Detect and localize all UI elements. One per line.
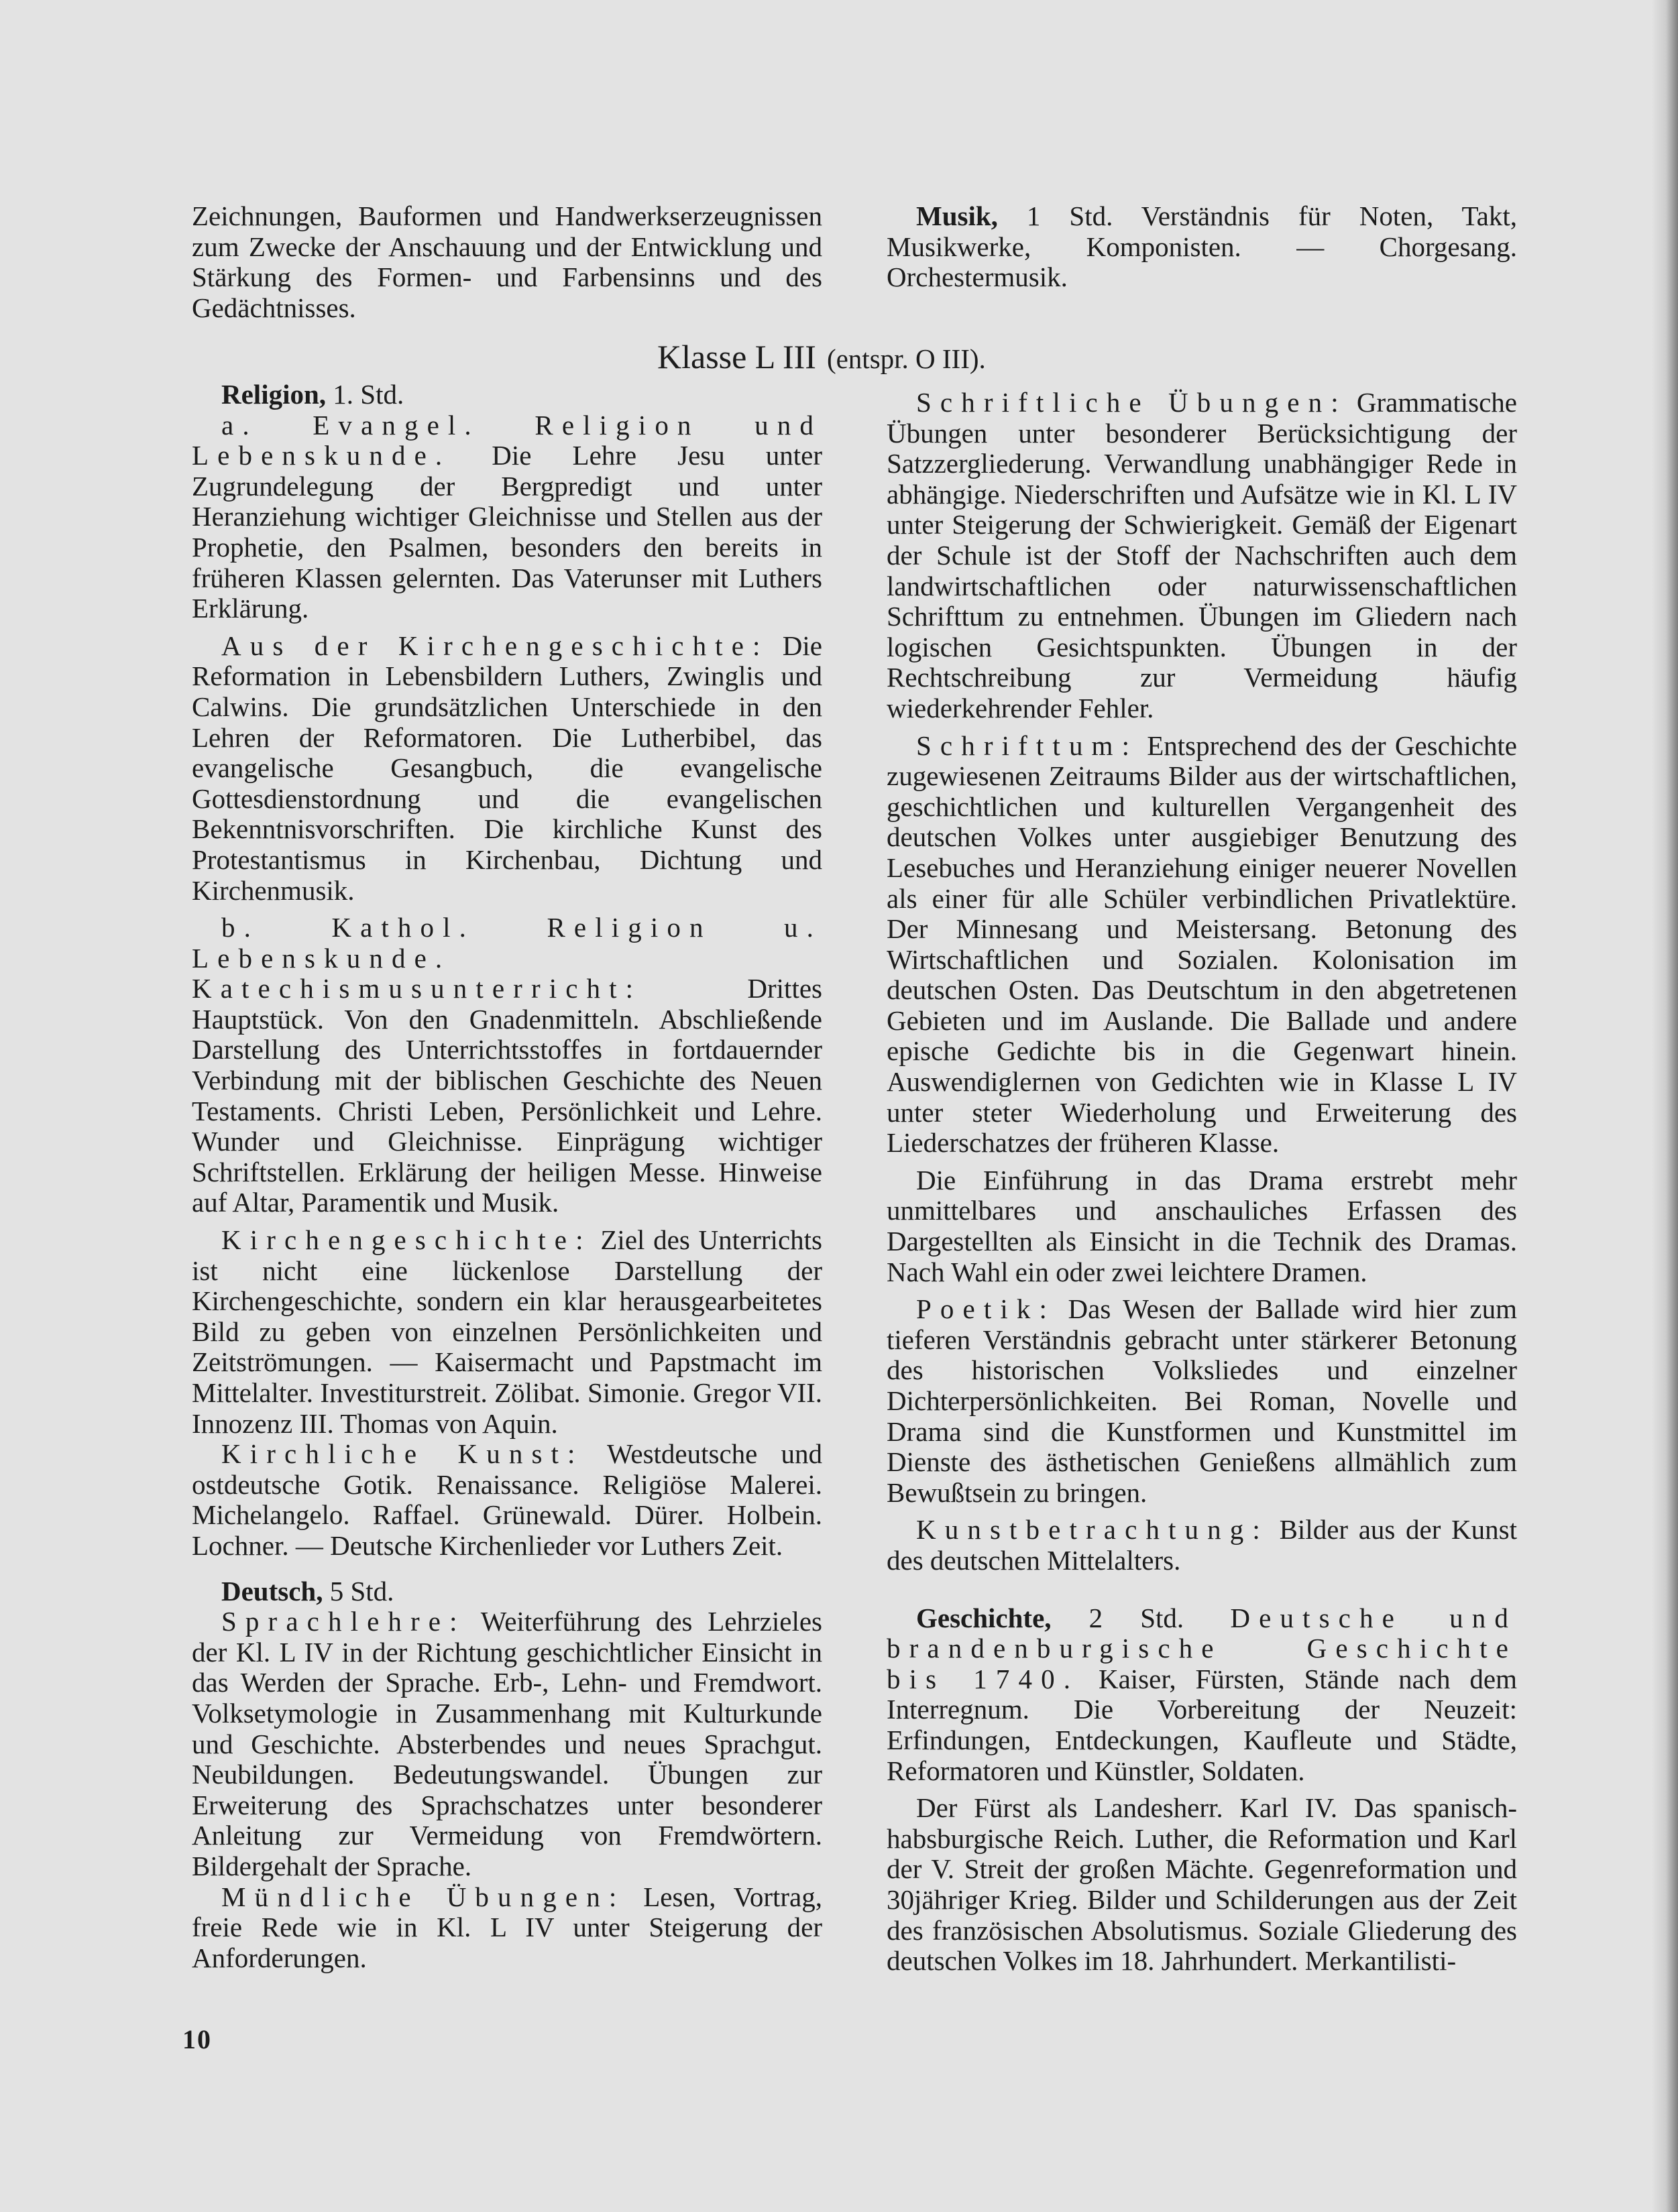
sprachlehre-paragraph: [192, 1607, 822, 1881]
schriftlich-text: Grammatische Übungen unter besonderer Berücksichtigung der Satzzergliederung. Verwandlung unabhängiger Rede in abhängige. Niederschriften und Aufsätze wie in Kl. L IV unter Steigerung der Schwierigkeit. Gemäß der Eigenart der Schule ist der Stoff der Nachschriften auch dem landwirtschaftlichen oder naturwissenschaftlichen Schrifttum zu entnehmen. Übungen im Gliedern nach logischen Gesichtspunkten. Übungen in der Rechtschreibung zur Vermeidung häufig wiederkehrender Fehler.: [887, 387, 1517, 723]
musik-text: Verständnis für Noten, Takt, Musikwerke, Komponisten. — Chorgesang. Orchestermusik.: [887, 200, 1517, 293]
heading-subtitle: (entspr. O III).: [826, 343, 986, 374]
kirchengeschichte-text: Ziel des Unterrichts ist nicht eine lückenlose Darstellung der Kirchengeschichte, sondern ein klar herausgearbeitetes Bild zu geben von einzelnen Persönlichkeiten und Zeitströmungen. — Kaisermacht und Papstmacht im Mittelalter. Investiturstreit. Zölibat. Simonie. Gregor VII. Innozenz III. Thomas von Aquin.: [192, 1224, 822, 1439]
geschichte-hours: 2 Std.: [1051, 1602, 1184, 1633]
kathol-paragraph: [192, 913, 822, 1218]
geschichte-text-1: Kaiser, Fürsten, Stände nach dem Interregnum. Die Vorbereitung der Neuzeit: Erfindungen, Entdeckungen, Kaufleute und Städte, Reformatoren und Künstler, Soldaten.: [887, 1663, 1517, 1786]
intro-paragraph: Zeichnungen, Bauformen und Handwerkserzeugnissen zum Zwecke der Anschauung und der Entwicklung und Stärkung des Formen- und Farbensinns und des Gedächtnisses.: [192, 200, 822, 323]
deutsch-heading: [192, 1576, 822, 1607]
poetik-label: Poetik:: [916, 1293, 1056, 1325]
deutsch-subject: Deutsch,: [221, 1575, 323, 1607]
schriftlich-paragraph: [887, 388, 1517, 724]
schrifttum-text: Entsprechend des der Geschichte zugewiesenen Zeitraums Bilder aus der wirtschaftlichen, geschichtlichen und kulturellen Vergangenheit des deutschen Volkes unter ausgiebiger Benutzung des Lesebuches und Heranziehung einiger neuerer Novellen als einer für alle Schüler verbindlichen Privatlektüre. Der Minnesang und Meistersang. Betonung des Wirtschaftlichen und Sozialen. Kolonisation im deutschen Osten. Das Deutschtum in den abgetretenen Gebieten und im Auslande. Die Ballade und andere epische Gedichte bis in die Gegenwart hinein. Auswendiglernen von Gedichten wie in Klasse L IV unter steter Wiederholung und Erweiterung des Liederschatzes der früheren Klasse.: [887, 730, 1517, 1159]
kunst-label: Kirchliche Kunst:: [221, 1438, 584, 1470]
religion-subject: Religion,: [221, 379, 327, 410]
geschichte-paragraph: [887, 1603, 1517, 1787]
sprachlehre-label: Sprachlehre:: [221, 1606, 466, 1637]
muendlich-text: Lesen, Vortrag, freie Rede wie in Kl. L IV unter Steigerung der Anforderungen.: [192, 1881, 822, 1973]
geschichte-paragraph-2: Der Fürst als Landesherr. Karl IV. Das spanisch-habsburgische Reich. Luther, die Reformation und Karl der V. Streit der großen Mächte. Gegenreformation und 30jähriger Krieg. Bilder und Schilderungen aus der Zeit des französischen Absolutismus. Soziale Gliederung des deutschen Volkes im 18. Jahrhundert. Merkantilisti-: [887, 1792, 1517, 1977]
kirchengeschichte-paragraph: [192, 1225, 822, 1439]
page-gutter-shadow: [1651, 0, 1678, 2212]
kg-label: Aus der Kirchengeschichte:: [221, 630, 769, 661]
kunstbetrachtung-paragraph: [887, 1515, 1517, 1576]
left-column: [192, 380, 822, 1973]
left-column-intro: [192, 201, 822, 323]
schrifttum-label: Schrifttum:: [916, 730, 1139, 761]
geschichte-label: Deutsche und brandenburgische Geschichte bis 1740.: [887, 1602, 1517, 1694]
kunst-text: Westdeutsche und ostdeutsche Gotik. Renaissance. Religiöse Malerei. Michelangelo. Raffael. Grünewald. Dürer. Holbein. Lochner. — Deutsche Kirchenlieder vor Luthers Zeit.: [192, 1438, 822, 1561]
kunstbetrachtung-text: Bilder aus der Kunst des deutschen Mittelalters.: [887, 1514, 1517, 1576]
right-column: [887, 388, 1517, 1977]
drama-paragraph: Die Einführung in das Drama erstrebt mehr unmittelbares und anschauliches Erfassen des Dargestellten als Einsicht in die Technik des Dramas. Nach Wahl ein oder zwei leichtere Dramen.: [887, 1164, 1517, 1287]
section-heading: [657, 338, 986, 377]
musik-subject: Musik,: [916, 200, 998, 231]
musik-hours: 1 Std.: [997, 200, 1113, 231]
sprachlehre-text: Weiterführung des Lehrzieles der Kl. L IV in der Richtung geschichtlicher Einsicht in das Werden der Sprache. Erb-, Lehn- und Fremdwort. Volksetymologie in Zusammenhang mit Kulturkunde und Geschichte. Absterbendes und neues Sprachgut. Neubildungen. Bedeutungswandel. Übungen zur Erweiterung des Sprachschatzes unter besonderer Anleitung zur Vermeidung von Fremdwörtern. Bildergehalt der Sprache.: [192, 1606, 822, 1881]
katech-label: Katechismusunterricht:: [192, 973, 642, 1004]
religion-heading: [192, 380, 822, 410]
evangel-label: a. Evangel. Religion und Lebenskunde.: [192, 409, 822, 471]
muendlich-paragraph: [192, 1882, 822, 1974]
evangel-text: Die Lehre Jesu unter Zugrundelegung der Bergpredigt und unter Heranziehung wichtiger Gleichnisse und Stellen aus der Prophetie, den Psalmen, besonders den bereits in früheren Klassen gelernten. Das Vaterunser mit Luthers Erklärung.: [192, 440, 822, 624]
religion-hours: 1. Std.: [326, 379, 404, 410]
evangel-paragraph: [192, 410, 822, 624]
right-column-intro: [887, 201, 1517, 293]
katech-text: Drittes Hauptstück. Von den Gnadenmitteln. Abschließende Darstellung des Unterrichtsstoffes in fortdauernder Verbindung mit der biblischen Geschichte des Neuen Testaments. Christi Leben, Persönlichkeit und Lehre. Wunder und Gleichnisse. Einprägung wichtiger Schriftstellen. Erklärung der heiligen Messe. Hinweise auf Altar, Paramentik und Musik.: [192, 973, 822, 1218]
kg-paragraph: [192, 631, 822, 906]
geschichte-subject: Geschichte,: [916, 1602, 1052, 1633]
kathol-label: b. Kathol. Religion u. Lebenskunde.: [192, 912, 822, 974]
kg-text: Die Reformation in Lebensbildern Luthers, Zwinglis und Calwins. Die grundsätzlichen Unterschiede in den Lehren der Reformatoren. Die Lutherbibel, das evangelische Gesangbuch, die evangelische Gottesdienstordnung und die evangelischen Bekenntnisvorschriften. Die kirchliche Kunst des Protestantismus in Kirchenbau, Dichtung und Kirchenmusik.: [192, 630, 822, 906]
page-number: 10: [182, 2024, 212, 2054]
schrifttum-paragraph: [887, 731, 1517, 1159]
poetik-paragraph: [887, 1294, 1517, 1508]
schriftlich-label: Schriftliche Übungen:: [916, 387, 1347, 418]
musik-paragraph: [887, 201, 1517, 293]
poetik-text: Das Wesen der Ballade wird hier zum tieferen Verständnis gebracht unter stärkerer Betonung des historischen Volksliedes und einzelner Dichterpersönlichkeiten. Bei Roman, Novelle und Drama sind die Kunstformen und Kunstmittel im Dienste des ästhetischen Genießens allmählich zum Bewußtsein zu bringen.: [887, 1293, 1517, 1508]
muendlich-label: Mündliche Übungen:: [221, 1881, 626, 1912]
kirchengeschichte-label: Kirchengeschichte:: [221, 1224, 592, 1256]
kunst-paragraph: [192, 1439, 822, 1561]
kunstbetrachtung-label: Kunstbetrachtung:: [916, 1514, 1269, 1546]
heading-title: Klasse L III: [657, 338, 816, 375]
deutsch-hours: 5 Std.: [323, 1575, 394, 1607]
